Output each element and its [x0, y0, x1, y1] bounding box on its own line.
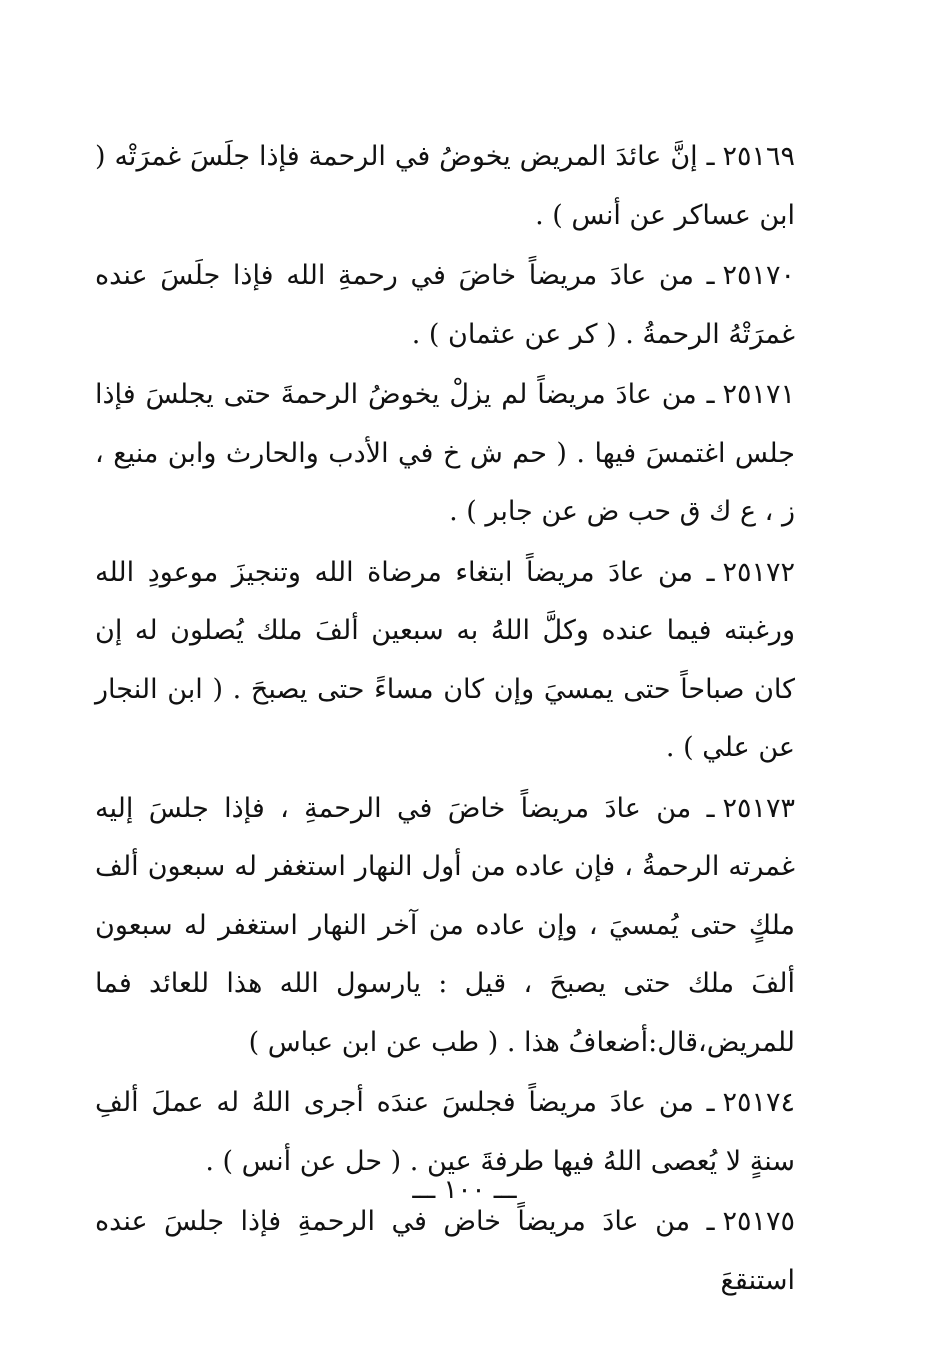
hadith-entry-25175	[95, 1193, 795, 1310]
hadith-text: ـ من عادَ مريضاً ابتغاء مرضاة الله وتنجيزَ موعودِ الله ورغبته فيما عنده وكلَّ اللهُ به سبعين ألفَ ملك يُصلون له إن كان صباحاً حتى يمسيَ وإن كان مساءً حتى يصبحَ . ( ابن النجار عن علي ) .	[95, 556, 795, 763]
hadith-number: ٢٥١٧١	[722, 379, 795, 410]
hadith-entry-25173	[95, 780, 795, 1073]
hadith-entry-25170	[95, 247, 795, 364]
hadith-number: ٢٥١٧٢	[722, 556, 795, 588]
hadith-number: ٢٥١٧٣	[722, 792, 795, 824]
hadith-text: ـ إنَّ عائدَ المريض يخوضُ في الرحمة فإذا جلَسَ غمرَتْه ( ابن عساكر عن أنس ) .	[95, 141, 795, 231]
hadith-entry-25171	[95, 366, 795, 542]
hadith-text: ـ من عادَ مريضاً خاض في الرحمةِ فإذا جلسَ عنده استنقعَ	[95, 1206, 795, 1296]
hadith-text-block	[95, 128, 795, 1312]
hadith-number: ٢٥١٧٥	[722, 1206, 795, 1237]
hadith-number: ٢٥١٧٠	[722, 260, 795, 291]
hadith-number: ٢٥١٧٤	[722, 1087, 795, 1118]
hadith-entry-25169	[95, 128, 795, 245]
page-number: ـــ ١٠٠ ـــ	[412, 1175, 517, 1205]
hadith-entry-25174	[95, 1074, 795, 1191]
hadith-text: ـ من عادَ مريضاً خاضَ في الرحمةِ ، فإذا جلسَ إليه غمرته الرحمةُ ، فإن عاده من أول النهار استغفر له سبعون ألف ملكٍ حتى يُمسيَ ، وإن عاده من آخر النهار استغفر له سبعون ألفَ ملك حتى يصبحَ ، قيل : يارسول الله هذا للعائد فما للمريض،قال:أضعافُ هذا . ( طب عن ابن عباس )	[95, 792, 795, 1058]
hadith-text: ـ من عادَ مريضاً لم يزلْ يخوضُ الرحمةَ حتى يجلسَ فإذا جلس اغتمسَ فيها . ( حم ش خ في الأدب والحارث وابن منيع ، ز ، ع ك ق حب ض عن جابر ) .	[95, 379, 795, 527]
hadith-text: ـ من عادَ مريضاً خاضَ في رحمةِ الله فإذا جلَسَ عنده غمرَتْهُ الرحمةُ . ( كر عن عثمان ) .	[95, 260, 795, 350]
hadith-text: ـ من عادَ مريضاً فجلسَ عندَه أجرى اللهُ له عملَ ألفِ سنةٍ لا يُعصى اللهُ فيها طرفةَ عين . ( حل عن أنس ) .	[95, 1087, 795, 1177]
hadith-number: ٢٥١٦٩	[722, 141, 795, 172]
hadith-entry-25172	[95, 544, 795, 778]
